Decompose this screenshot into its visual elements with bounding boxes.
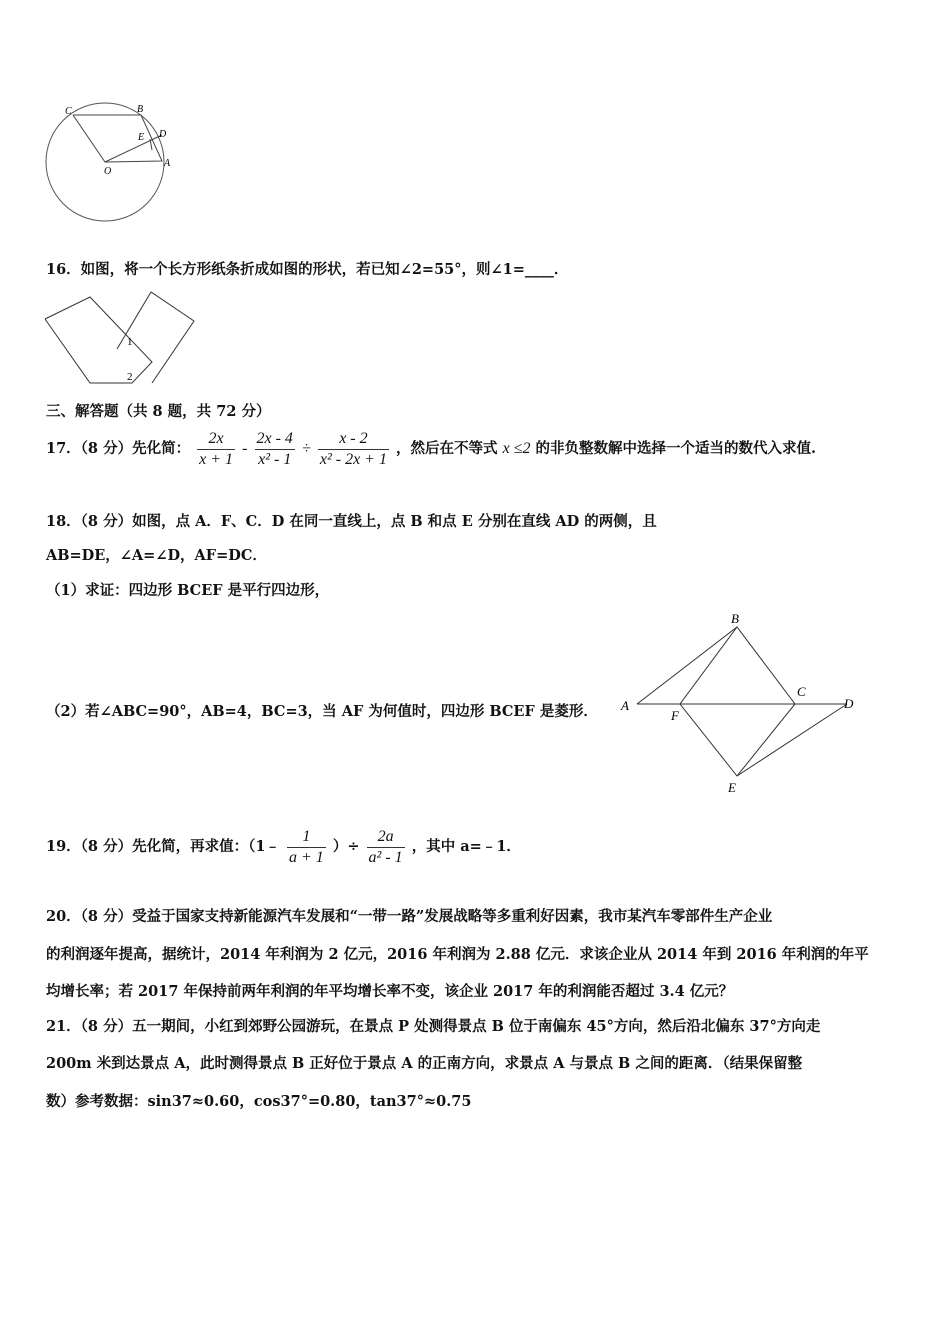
q17-f1-den: x + 1 xyxy=(199,450,234,468)
label-e: E xyxy=(138,132,145,143)
q19-f2-den: a² - 1 xyxy=(368,848,403,866)
quadrilateral-figure xyxy=(615,605,865,800)
label-b: B xyxy=(137,104,144,115)
q17-f3-den: x² - 2x + 1 xyxy=(319,450,387,468)
question-21-line-2: 200m 米到达景点 A，此时测得景点 B 正好位于景点 A 的正南方向，求景点 A 与景点 B 之间的距离．（结果保留整 xyxy=(46,1055,803,1072)
q19-fraction-1 xyxy=(287,827,326,868)
q17-f3-num: x - 2 xyxy=(318,429,389,450)
q19-f2-num: 2a xyxy=(367,827,405,848)
question-21-line-3: 数）参考数据：sin37≈0.60，cos37°=0.80，tan37°≈0.75 xyxy=(46,1093,472,1110)
q17-divide: ÷ xyxy=(302,440,311,457)
label-a: A xyxy=(621,698,629,713)
q17-prefix: 17．（8 分）先化简： xyxy=(46,440,191,457)
label-c: C xyxy=(797,684,806,699)
label-a: A xyxy=(164,158,171,169)
question-17 xyxy=(46,427,816,471)
label-b: B xyxy=(731,611,739,626)
question-19 xyxy=(46,825,521,869)
q19-mid: ）÷ xyxy=(332,838,360,855)
question-18-line-2: AB=DE，∠A=∠D，AF=DC． xyxy=(46,547,267,564)
question-18-line-1: 18．（8 分）如图，点 A．F、C．D 在同一直线上，点 B 和点 E 分别在直线 AD 的两侧，且 xyxy=(46,513,657,530)
q17-minus: - xyxy=(242,440,248,457)
question-20-line-1: 20．（8 分）受益于国家支持新能源汽车发展和“一带一路”发展战略等多重利好因素，我市某汽车零部件生产企业 xyxy=(46,908,773,925)
question-20-line-2: 的利润逐年提高，据统计，2014 年利润为 2 亿元，2016 年利润为 2.88 亿元．求该企业从 2014 年到 2016 年利润的年平 xyxy=(46,946,869,963)
angle-2-label: 2 xyxy=(127,371,133,383)
question-18-part-2: （2）若∠ABC=90°，AB=4，BC=3，当 AF 为何值时，四边形 BCEF 是菱形． xyxy=(46,703,598,720)
label-o: O xyxy=(104,166,112,177)
question-21-line-1: 21．（8 分）五一期间，小红到郊野公园游玩，在景点 P 处测得景点 B 位于南偏东 45°方向，然后沿北偏东 37°方向走 xyxy=(46,1018,821,1035)
q17-fraction-3 xyxy=(318,429,389,470)
label-c: C xyxy=(65,106,72,117)
q17-f1-num: 2x xyxy=(197,429,235,450)
q19-prefix: 19．（8 分）先化简，再求值：（1﹣ xyxy=(46,838,280,855)
question-18-part-1: （1）求证：四边形 BCEF 是平行四边形， xyxy=(46,582,330,599)
label-e: E xyxy=(728,780,736,795)
question-16: 16．如图，将一个长方形纸条折成如图的形状，若已知∠2=55°，则∠1=____． xyxy=(46,261,569,278)
angle-1-label: 1 xyxy=(127,336,133,348)
q17-fraction-2 xyxy=(255,429,295,470)
section-title: 三、解答题（共 8 题，共 72 分） xyxy=(46,403,271,420)
q19-f1-den: a + 1 xyxy=(288,848,324,866)
q19-f1-num: 1 xyxy=(287,827,326,848)
folded-strip-figure xyxy=(44,288,199,388)
q17-mid: ，然后在不等式 xyxy=(396,440,498,457)
q19-suffix: ，其中 a=﹣1． xyxy=(411,838,521,855)
q17-f2-num: 2x - 4 xyxy=(255,429,295,450)
question-20-line-3: 均增长率；若 2017 年保持前两年利润的年平均增长率不变，该企业 2017 年的利润能否超过 3.4 亿元？ xyxy=(46,983,734,1000)
q17-f2-den: x² - 1 xyxy=(258,450,292,468)
q19-fraction-2 xyxy=(367,827,405,868)
q17-inequality: x ≤2 xyxy=(502,440,531,457)
label-d: D xyxy=(844,696,854,711)
q17-fraction-1 xyxy=(197,429,235,470)
label-f: F xyxy=(671,708,679,723)
circle-figure xyxy=(40,95,190,230)
label-d: D xyxy=(159,129,167,140)
q17-suffix: 的非负整数解中选择一个适当的数代入求值. xyxy=(535,440,817,457)
